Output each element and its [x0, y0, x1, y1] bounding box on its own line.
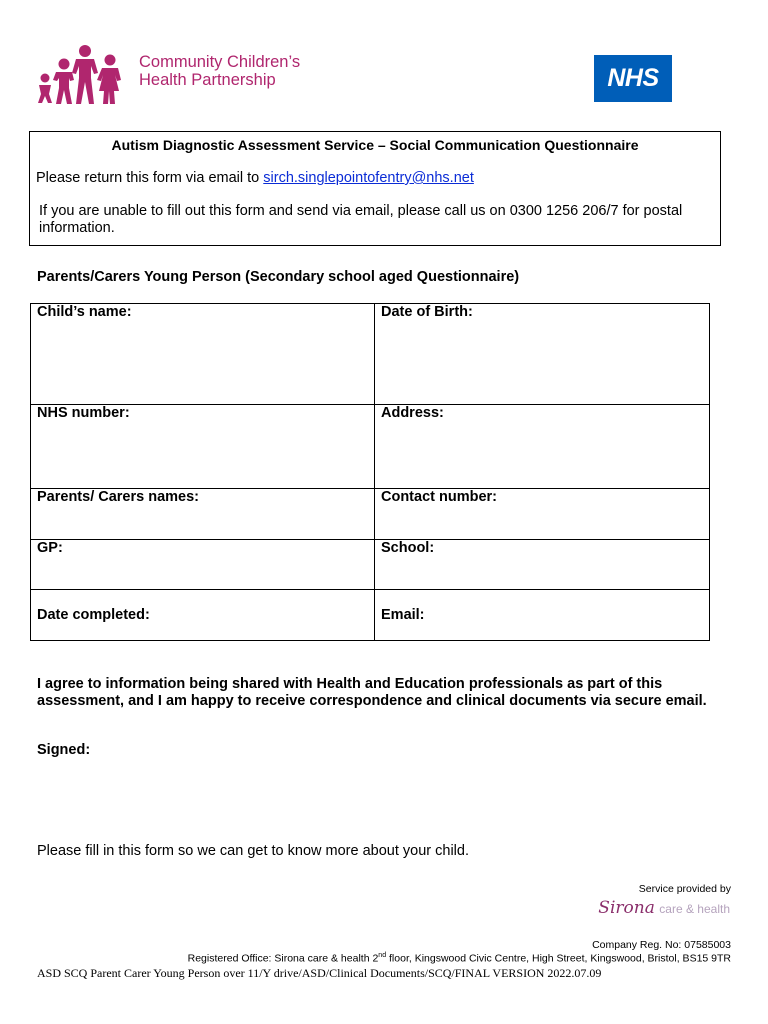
community-childrens-health-partnership-logo: [36, 44, 316, 106]
info-box: [29, 131, 721, 246]
contact-number-field[interactable]: Contact number:: [375, 489, 710, 540]
company-registration: Company Reg. No: 07585003: [592, 939, 731, 951]
logo-text-line2: Health Partnership: [139, 71, 276, 89]
return-instructions: [36, 170, 474, 186]
signed-label: Signed:: [37, 742, 91, 758]
fill-in-instruction: Please fill in this form so we can get to know more about your child.: [37, 843, 469, 859]
date-of-birth-field[interactable]: Date of Birth:: [375, 304, 710, 405]
table-row: [31, 590, 710, 641]
table-row: [31, 540, 710, 590]
registered-office: [188, 952, 731, 965]
table-row: [31, 405, 710, 489]
logo-text-line1: Community Children’s: [139, 53, 301, 71]
service-provided-by: Service provided by: [638, 883, 731, 895]
reg-office-before: Registered Office: Sirona care & health 2: [187, 952, 379, 965]
address-field[interactable]: Address:: [375, 405, 710, 489]
consent-statement: I agree to information being shared with Health and Education professionals as part of this assessment, and I am happy to receive correspondence and clinical documents via secure email.: [37, 676, 707, 709]
sirona-name: Sirona: [598, 898, 655, 918]
childs-name-field[interactable]: Child’s name:: [31, 304, 375, 405]
gp-field[interactable]: GP:: [31, 540, 375, 590]
table-row: [31, 304, 710, 405]
reg-office-after: floor, Kingswood Civic Centre, High Street, Kingswood, Bristol, BS15 9TR: [386, 952, 731, 965]
reg-office-sup: nd: [378, 952, 387, 959]
return-email-link[interactable]: sirch.singlepointofentry@nhs.net: [263, 170, 474, 186]
nhs-logo: NHS: [594, 55, 672, 102]
sirona-tagline: care & health: [659, 902, 730, 916]
nhs-number-field[interactable]: NHS number:: [31, 405, 375, 489]
sirona-logo: [598, 898, 730, 926]
date-completed-field[interactable]: Date completed:: [31, 590, 375, 641]
postal-info-text: If you are unable to fill out this form and send via email, please call us on 0300 1256 206/7 for postal information.: [39, 203, 683, 236]
family-figures-icon: [36, 44, 132, 104]
questionnaire-subheading: Parents/Carers Young Person (Secondary school aged Questionnaire): [37, 269, 520, 285]
parents-carers-names-field[interactable]: Parents/ Carers names:: [31, 489, 375, 540]
details-table: [30, 303, 710, 641]
email-field[interactable]: Email:: [375, 590, 710, 641]
document-reference: ASD SCQ Parent Carer Young Person over 11/Y drive/ASD/Clinical Documents/SCQ/FINAL VERSION 2022.07.09: [37, 966, 602, 980]
return-prefix: Please return this form via email to: [36, 170, 264, 186]
table-row: [31, 489, 710, 540]
form-title: Autism Diagnostic Assessment Service – Social Communication Questionnaire: [111, 137, 639, 153]
school-field[interactable]: School:: [375, 540, 710, 590]
